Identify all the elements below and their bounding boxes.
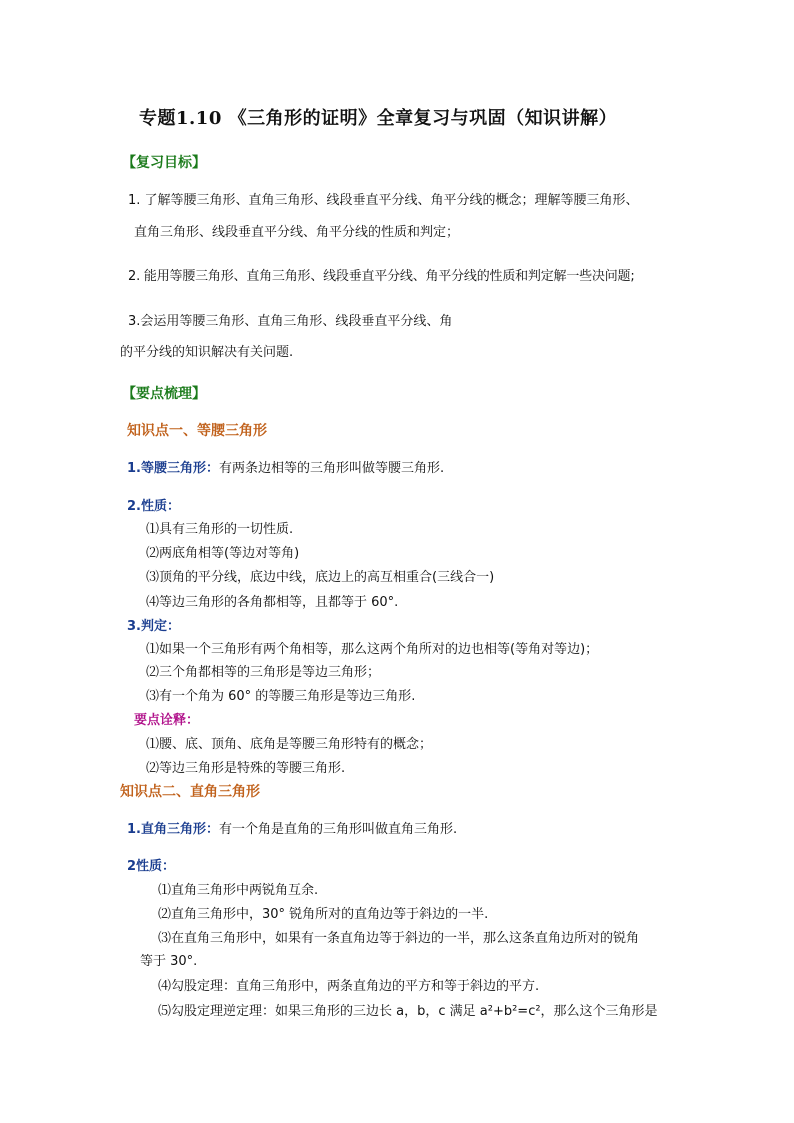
- right-triangle-definition-label: 1.直角三角形：: [127, 822, 219, 837]
- isosceles-judgement-label: 3.判定：: [127, 619, 180, 634]
- key-points-heading: 【要点梳理】: [122, 386, 206, 402]
- goal-1-line-1: 1. 了解等腰三角形、直角三角形、线段垂直平分线、角平分线的概念；理解等腰三角形、: [128, 193, 639, 208]
- goal-2: 2. 能用等腰三角形、直角三角形、线段垂直平分线、角平分线的性质和判定解一些决问题;: [128, 269, 635, 284]
- key-note-label: 要点诠释：: [134, 713, 200, 728]
- right-triangle-property-5: ⑸勾股定理逆定理：如果三角形的三边长 a，b，c 满足 a²+b²=c²，那么这个三角形是: [158, 1004, 658, 1019]
- isosceles-judgement-2: ⑵三个角都相等的三角形是等边三角形；: [146, 665, 381, 680]
- isosceles-definition: [127, 457, 444, 476]
- knowledge-point-2-heading: 知识点二、直角三角形: [120, 784, 260, 800]
- right-triangle-property-3-cont: 等于 30°.: [140, 954, 198, 969]
- key-note-1: ⑴腰、底、顶角、底角是等腰三角形特有的概念；: [146, 737, 433, 752]
- goal-3-line-1: 3.会运用等腰三角形、直角三角形、线段垂直平分线、角: [128, 314, 453, 329]
- isosceles-property-2: ⑵两底角相等(等边对等角): [146, 546, 300, 561]
- isosceles-definition-label: 1.等腰三角形：: [127, 461, 219, 476]
- review-goals-heading: 【复习目标】: [122, 155, 206, 171]
- isosceles-judgement-3: ⑶有一个角为 60° 的等腰三角形是等边三角形.: [146, 689, 416, 704]
- isosceles-property-4: ⑷等边三角形的各角都相等，且都等于 60°.: [146, 595, 399, 610]
- isosceles-definition-text: 有两条边相等的三角形叫做等腰三角形.: [218, 461, 445, 476]
- right-triangle-definition-text: 有一个角是直角的三角形叫做直角三角形.: [218, 822, 458, 837]
- isosceles-judgement-1: ⑴如果一个三角形有两个角相等，那么这两个角所对的边也相等(等角对等边)；: [146, 642, 599, 657]
- isosceles-properties-label: 2.性质：: [127, 499, 180, 514]
- goal-1-line-2: 直角三角形、线段垂直平分线、角平分线的性质和判定；: [134, 225, 460, 240]
- right-triangle-definition: [127, 818, 457, 837]
- right-triangle-property-3: ⑶在直角三角形中，如果有一条直角边等于斜边的一半，那么这条直角边所对的锐角: [158, 931, 640, 946]
- goal-3-line-2: 的平分线的知识解决有关问题.: [120, 345, 294, 360]
- right-triangle-property-1: ⑴直角三角形中两锐角互余.: [158, 883, 319, 898]
- isosceles-property-3: ⑶顶角的平分线，底边中线，底边上的高互相重合(三线合一): [146, 570, 495, 585]
- right-triangle-properties-label: 2性质：: [127, 859, 176, 874]
- page-title: 专题1.10 《三角形的证明》全章复习与巩固（知识讲解）: [139, 108, 618, 129]
- isosceles-property-1: ⑴具有三角形的一切性质.: [146, 522, 294, 537]
- key-note-2: ⑵等边三角形是特殊的等腰三角形.: [146, 761, 346, 776]
- right-triangle-property-2: ⑵直角三角形中，30° 锐角所对的直角边等于斜边的一半.: [158, 907, 489, 922]
- knowledge-point-1-heading: 知识点一、等腰三角形: [127, 423, 267, 439]
- right-triangle-property-4: ⑷勾股定理：直角三角形中，两条直角边的平方和等于斜边的平方.: [158, 979, 540, 994]
